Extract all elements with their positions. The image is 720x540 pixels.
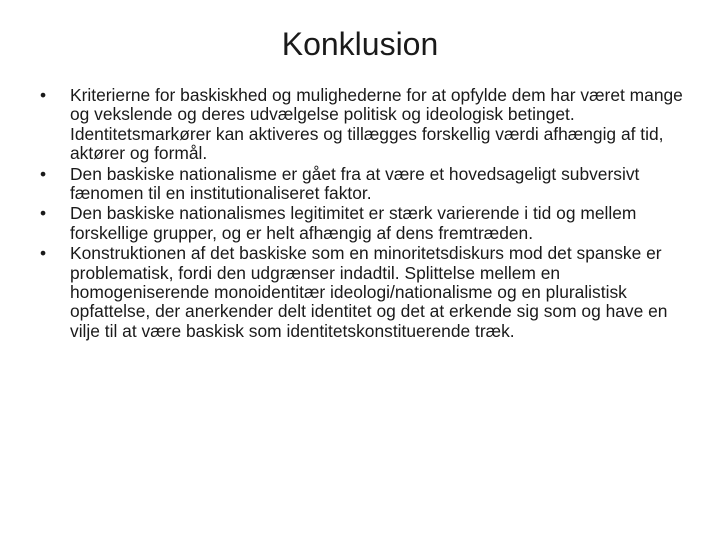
bullet-item	[34, 86, 694, 164]
bullet-list	[34, 86, 694, 342]
bullet-text: Konstruktionen af det baskiske som en minoritetsdiskurs mod det spanske er problematisk, fordi den udgrænser indadtil. Splittelse mellem en homogeniserende monoidentitær ideologi/nationalisme og en pluralistisk opfattelse, der anerkender delt identitet og det at erkende sig som og have en vilje til at være baskisk som identitetskonstituerende træk.	[70, 243, 668, 341]
bullet-dot-icon: •	[39, 85, 47, 105]
bullet-item	[34, 204, 694, 243]
bullet-text: Kriterierne for baskiskhed og mulighederne for at opfylde dem har været mange og vekslende og deres udvælgelse politisk og ideologisk betinget. Identitetsmarkører kan aktiveres og tillægges forskellig værdi afhængig af tid, aktører og formål.	[70, 85, 683, 164]
slide-title: Konklusion	[281, 26, 439, 62]
bullet-text: Den baskiske nationalisme er gået fra at være et hovedsageligt subversivt fænomen til en institutionaliseret faktor.	[70, 163, 640, 204]
bullet-dot-icon: •	[39, 203, 47, 224]
bullet-item	[34, 165, 694, 204]
bullet-dot-icon: •	[39, 163, 47, 184]
bullet-dot-icon: •	[39, 243, 47, 264]
bullet-item	[34, 244, 694, 341]
bullet-text: Den baskiske nationalismes legitimitet er stærk varierende i tid og mellem forskellige grupper, og er helt afhængig af dens fremtræden.	[70, 203, 637, 243]
